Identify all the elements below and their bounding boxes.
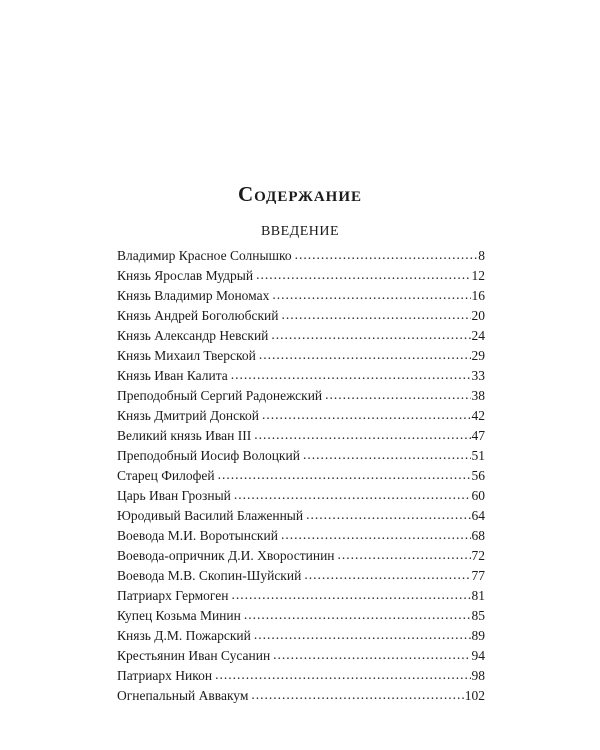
toc-leader-dots <box>215 665 470 685</box>
toc-entry <box>117 426 485 446</box>
toc-leader-dots <box>234 485 471 505</box>
toc-entry <box>117 566 485 586</box>
toc-entry-title: Преподобный Сергий Радонежский <box>117 388 323 403</box>
toc-list <box>117 246 485 706</box>
toc-entry-title: Князь Д.М. Пожарский <box>117 628 251 643</box>
toc-entry-title: Крестьянин Иван Сусанин <box>117 648 271 663</box>
toc-entry <box>117 346 485 366</box>
toc-entry <box>117 366 485 386</box>
toc-entry-title: Патриарх Никон <box>117 668 213 683</box>
toc-entry-page-number: 60 <box>471 488 485 503</box>
toc-leader-dots <box>259 345 471 365</box>
toc-title: Содержание <box>237 182 363 206</box>
toc-leader-dots <box>295 245 478 265</box>
toc-entry-title: Великий князь Иван III <box>117 428 252 443</box>
toc-entry <box>117 386 485 406</box>
toc-entry-page-number: 16 <box>471 288 485 303</box>
toc-entry-title: Воевода М.И. Воротынский <box>117 528 278 543</box>
toc-entry-title: Преподобный Иосиф Волоцкий <box>117 448 300 463</box>
toc-entry-page-number: 20 <box>471 308 485 323</box>
toc-entry <box>117 466 485 486</box>
toc-entry-title: Князь Владимир Мономах <box>117 288 270 303</box>
toc-leader-dots <box>306 505 470 525</box>
toc-entry <box>117 586 485 606</box>
toc-entry-page-number: 38 <box>471 388 485 403</box>
toc-entry-page-number: 33 <box>471 368 485 383</box>
toc-entry-page-number: 77 <box>471 568 485 583</box>
toc-entry-page-number: 51 <box>471 448 485 463</box>
toc-entry-title: Юродивый Василий Блаженный <box>117 508 304 523</box>
toc-entry-page-number: 81 <box>471 588 485 603</box>
toc-leader-dots <box>244 605 471 625</box>
toc-leader-dots <box>272 285 470 305</box>
toc-entry-page-number: 29 <box>471 348 485 363</box>
toc-entry <box>117 406 485 426</box>
toc-entry <box>117 326 485 346</box>
toc-entry-title: Князь Дмитрий Донской <box>117 408 259 423</box>
toc-entry <box>117 506 485 526</box>
toc-entry-page-number: 64 <box>471 508 485 523</box>
toc-entry-title: Князь Александр Невский <box>117 328 269 343</box>
toc-entry-page-number: 94 <box>471 648 485 663</box>
toc-entry <box>117 546 485 566</box>
toc-leader-dots <box>231 585 470 605</box>
toc-leader-dots <box>304 565 470 585</box>
toc-leader-dots <box>325 385 470 405</box>
toc-entry-page-number: 85 <box>471 608 485 623</box>
toc-entry-page-number: 24 <box>471 328 485 343</box>
toc-leader-dots <box>218 465 471 485</box>
toc-leader-dots <box>251 685 463 705</box>
toc-entry-page-number: 47 <box>471 428 485 443</box>
toc-entry <box>117 446 485 466</box>
toc-leader-dots <box>254 625 471 645</box>
toc-entry-page-number: 56 <box>471 468 485 483</box>
toc-entry-page-number: 8 <box>478 248 485 263</box>
toc-entry <box>117 286 485 306</box>
toc-entry-title: Князь Ярослав Мудрый <box>117 268 254 283</box>
toc-leader-dots <box>231 365 471 385</box>
toc-leader-dots <box>281 525 471 545</box>
toc-leader-dots <box>256 265 470 285</box>
toc-entry-page-number: 98 <box>471 668 485 683</box>
toc-entry <box>117 486 485 506</box>
toc-leader-dots <box>303 445 471 465</box>
toc-entry <box>117 626 485 646</box>
toc-entry-title: Царь Иван Грозный <box>117 488 231 503</box>
toc-entry-title: Князь Иван Калита <box>117 368 228 383</box>
toc-intro-heading: ВВЕДЕНИЕ <box>260 224 340 239</box>
toc-entry-page-number: 72 <box>471 548 485 563</box>
toc-entry-page-number: 68 <box>471 528 485 543</box>
toc-entry-page-number: 42 <box>471 408 485 423</box>
toc-entry <box>117 246 485 266</box>
toc-leader-dots <box>273 645 470 665</box>
toc-entry-page-number: 89 <box>471 628 485 643</box>
toc-entry <box>117 686 485 706</box>
toc-entry-title: Патриарх Гермоген <box>117 588 229 603</box>
toc-entry-title: Князь Михаил Тверской <box>117 348 256 363</box>
toc-entry-title: Воевода М.В. Скопин-Шуйский <box>117 568 302 583</box>
toc-entry <box>117 666 485 686</box>
toc-entry-title: Воевода-опричник Д.И. Хворостинин <box>117 548 335 563</box>
toc-entry-title: Князь Андрей Боголюбский <box>117 308 279 323</box>
toc-leader-dots <box>271 325 470 345</box>
toc-entry <box>117 646 485 666</box>
toc-entry <box>117 606 485 626</box>
toc-leader-dots <box>338 545 471 565</box>
toc-entry-title: Огнепальный Аввакум <box>117 688 249 703</box>
toc-leader-dots <box>254 425 470 445</box>
toc-entry <box>117 526 485 546</box>
toc-entry <box>117 266 485 286</box>
toc-entry <box>117 306 485 326</box>
toc-leader-dots <box>281 305 470 325</box>
toc-entry-page-number: 12 <box>471 268 485 283</box>
toc-leader-dots <box>262 405 471 425</box>
toc-entry-title: Купец Козьма Минин <box>117 608 241 623</box>
toc-entry-title: Старец Филофей <box>117 468 215 483</box>
toc-entry-page-number: 102 <box>464 688 485 703</box>
toc-entry-title: Владимир Красное Солнышко <box>117 248 292 263</box>
